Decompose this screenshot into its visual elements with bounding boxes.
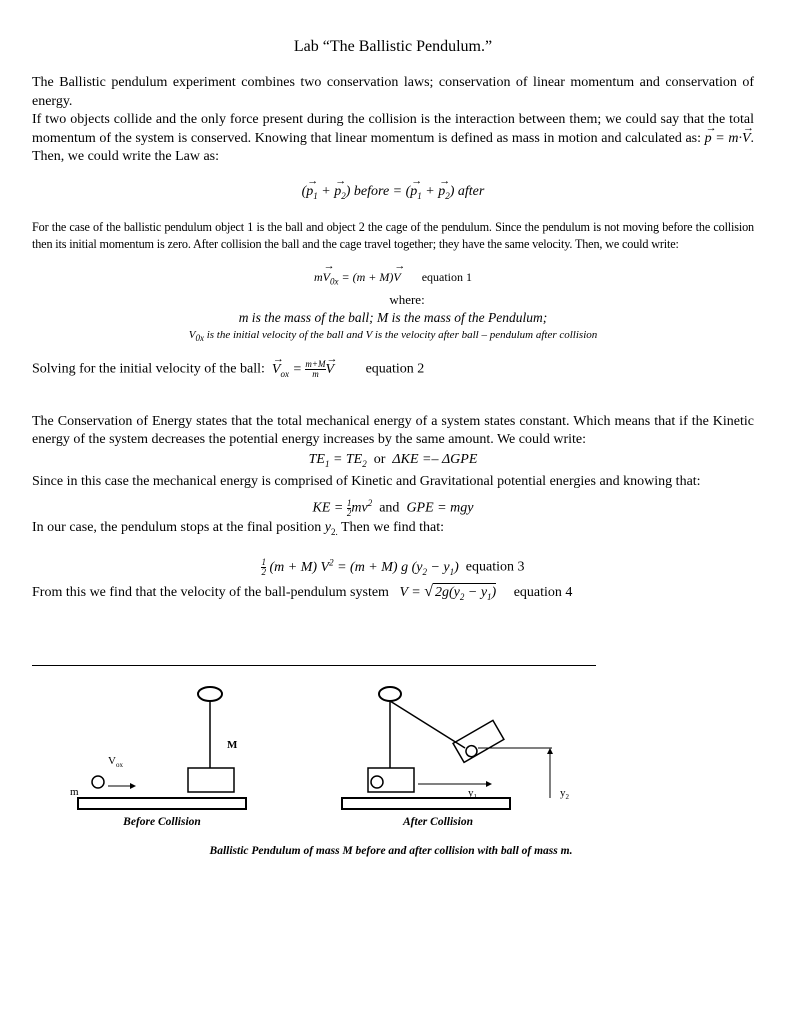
label-v: $V_{ox}$: [108, 755, 123, 769]
momentum-definition: → p = m·→ V: [705, 131, 751, 146]
section-divider: [32, 665, 596, 666]
arrow-y1-head: [486, 781, 492, 787]
velocity-line: From this we find that the velocity of the ball-pendulum system V = √ $2g(y_2 - y_1)$ equation 4: [32, 583, 754, 606]
track-after: [342, 798, 510, 809]
where-line-1: m is the mass of the ball; M is the mass of the Pendulum;: [238, 309, 548, 325]
arrow-y2-head: [547, 748, 553, 754]
energy-paragraph: The Conservation of Energy states that the total mechanical energy of a system states constant. Which means that if the Kinetic energy of the system decreases the potential energy increases by the same amount. We could write:: [32, 413, 754, 448]
ball-before: [92, 776, 104, 788]
pendulum-block-swung: [453, 720, 504, 762]
label-M: M: [227, 739, 238, 751]
caption-after: After Collision: [403, 816, 473, 828]
caption-before: Before Collision: [123, 816, 201, 828]
ballistic-case-paragraph: For the case of the ballistic pendulum object 1 is the ball and object 2 the cage of the pendulum. Since the pendulum is not moving before the collision then its initial momentum is zero. After collision the ball and the cage travel together; they have the same velocity. Then, we could write:: [32, 219, 754, 252]
track-before: [78, 798, 246, 809]
pivot-ring-after: [379, 687, 401, 701]
intro-paragraph: The Ballistic pendulum experiment combines two conservation laws; conservation of linear momentum and conservation of energy.: [32, 75, 754, 109]
pendulum-block-before: [188, 768, 234, 792]
figure-caption: Ballistic Pendulum of mass M before and after collision with ball of mass m.: [209, 845, 573, 857]
solve-line: Solving for the initial velocity of the ball: → $V_{ox}$ = $\frac{m+M}{m}$ → V equation 2: [32, 360, 754, 383]
mechanical-energy-paragraph: Since in this case the mechanical energy is comprised of Kinetic and Gravitational potential energies and knowing that:: [32, 474, 701, 490]
ball-in-block: [464, 744, 479, 759]
pendulum-diagram: [60, 680, 620, 840]
energy-definitions: KE = $\frac{1}{2}$ $mv^2$ and GPE = mgy: [312, 497, 474, 518]
label-y1: $y_1$: [468, 787, 477, 801]
energy-equation: $TE_1 = TE_2$ or ΔKE =– ΔGPE: [308, 451, 478, 469]
label-m: m: [70, 786, 79, 798]
equation-1: $m\to V_{0x} = (m + M)\to V$ equation 1: [32, 268, 754, 291]
velocity-arrowhead: [130, 783, 136, 789]
momentum-conservation-equation: (→ $p_1$ + → $p_2$) before = (→ $p_1$ + → $p_2$) after: [32, 183, 754, 205]
pendulum-string-swung: [390, 701, 465, 748]
document-title: Lab “The Ballistic Pendulum.”: [293, 38, 493, 55]
momentum-paragraph: If two objects collide and the only force present during the collision is the interaction between them; we could say that the total momentum of the system is conserved. Knowing that linear momentum is defined as mass in motion and calculated as: → p = m·→ V. Then, we could write the Law as:: [32, 111, 754, 167]
where-line-2: $V_{0x}$ is the initial velocity of the ball and V is the velocity after ball – pendulum after collision: [188, 328, 598, 343]
document-body: [32, 38, 754, 606]
where-label: where:: [389, 291, 425, 307]
label-y2: $y_2$: [560, 787, 569, 801]
equation-3: $\frac{1}{2}$ (m + M) $V^2 = (m + M)$ g $(y_2 - y_1)$ equation 3: [261, 557, 525, 578]
final-position-line: In our case, the pendulum stops at the final position $y_{2.}$ Then we find that:: [32, 519, 445, 537]
ball-after: [371, 776, 383, 788]
pivot-ring-before: [198, 687, 222, 701]
